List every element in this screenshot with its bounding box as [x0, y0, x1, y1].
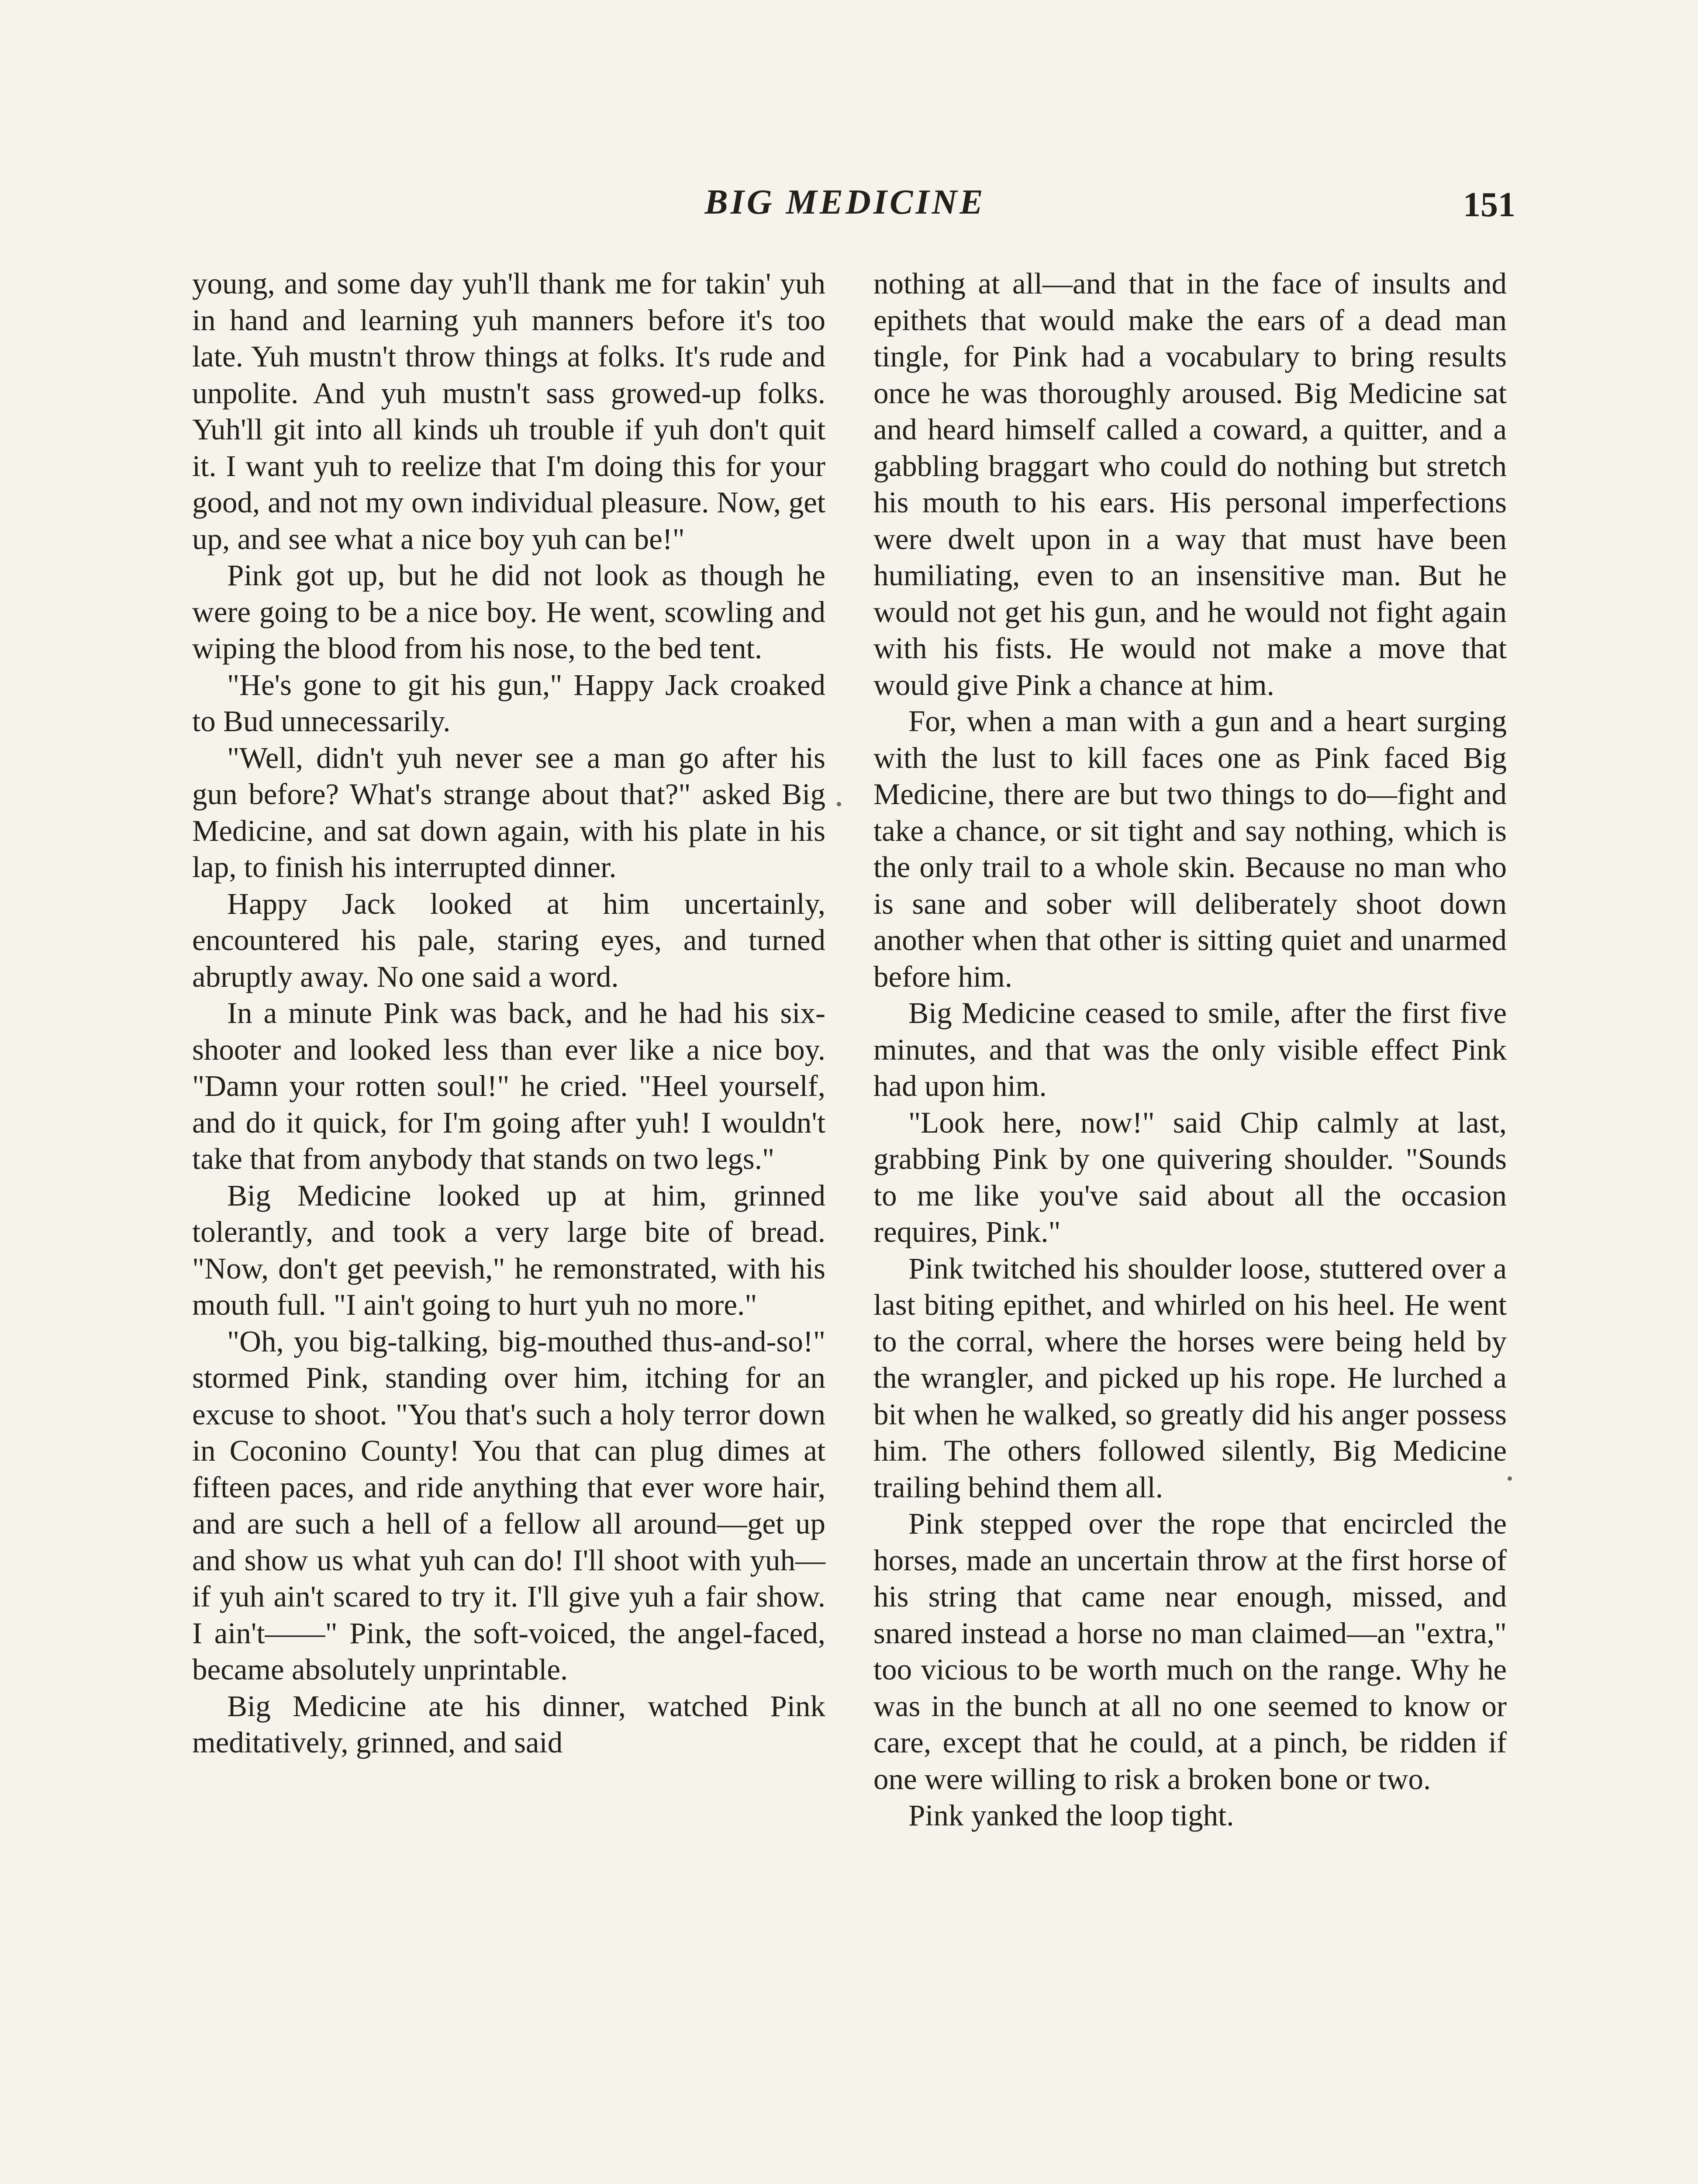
paragraph: "Well, didn't yuh never see a man go after his gun before? What's strange about that?" asked Big Medicine, and sat down again, with his plate in his lap, to finish his interrupted dinner. [192, 741, 825, 884]
paragraph: Pink twitched his shoulder loose, stuttered over a last biting epithet, and whirled on his heel. He went to the corral, where the horses were being held by the wrangler, and picked up his rope. He lurched a bit when he walked, so greatly did his anger possess him. The others followed silently, Big Medicine trailing behind them all. [873, 1251, 1507, 1504]
paragraph: nothing at all—and that in the face of insults and epithets that would make the ears of a dead man tingle, for Pink had a vocabulary to bring results once he was thoroughly aroused. Big Medicine sat and heard himself called a coward, a quitter, and a gabbling braggart who could do nothing but stretch his mouth to his ears. His personal imperfections were dwelt upon in a way that must have been humiliating, even to an insensitive man. But he would not get his gun, and he would not fight again with his fists. He would not make a move that would give Pink a chance at him. [873, 267, 1507, 702]
paragraph: Big Medicine ceased to smile, after the first five minutes, and that was the only visible effect Pink had upon him. [873, 996, 1507, 1102]
paragraph: For, when a man with a gun and a heart surging with the lust to kill faces one as Pink faced Big Medicine, there are but two things to do—fight and take a chance, or sit tight and say nothing, which is the only trail to a whole skin. Because no man who is sane and sober will deliberately shoot down another when that other is sitting quiet and unarmed before him. [873, 705, 1507, 993]
paragraph: Pink stepped over the rope that encircled the horses, made an uncertain throw at the first horse of his string that came near enough, missed, and snared instead a horse no man claimed—an "extra," too vicious to be worth much on the range. Why he was in the bunch at all no one seemed to know or care, except that he could, at a pinch, be ridden if one were willing to risk a broken bone or two. [873, 1507, 1507, 1796]
running-head: BIG MEDICINE [704, 183, 986, 221]
print-speck [1508, 1476, 1512, 1481]
page-header [0, 183, 1698, 235]
paragraph: Happy Jack looked at him uncertainly, encountered his pale, staring eyes, and turned abruptly away. No one said a word. [192, 887, 825, 993]
print-speck [837, 802, 841, 806]
page-number: 151 [1463, 186, 1515, 224]
left-text-column [192, 266, 825, 1761]
paragraph: Big Medicine looked up at him, grinned tolerantly, and took a very large bite of bread. "Now, don't get peevish," he remonstrated, with his mouth full. "I ain't going to hurt yuh no more." [192, 1178, 825, 1321]
paragraph: "He's gone to git his gun," Happy Jack croaked to Bud unnecessarily. [192, 668, 825, 738]
paragraph: Big Medicine ate his dinner, watched Pink meditatively, grinned, and said [192, 1689, 825, 1759]
paragraph: Pink yanked the loop tight. [908, 1799, 1234, 1832]
paragraph: "Look here, now!" said Chip calmly at last, grabbing Pink by one quivering shoulder. "Sounds to me like you've said about all the occasion requires, Pink." [873, 1106, 1507, 1248]
paragraph: young, and some day yuh'll thank me for takin' yuh in hand and learning yuh manners before it's too late. Yuh mustn't throw things at folks. It's rude and unpolite. And yuh mustn't sass growed-up folks. Yuh'll git into all kinds uh trouble if yuh don't quit it. I want yuh to reelize that I'm doing this for your good, and not my own individual pleasure. Now, get up, and see what a nice boy yuh can be!" [192, 267, 825, 556]
paragraph: "Oh, you big-talking, big-mouthed thus-and-so!" stormed Pink, standing over him, itching for an excuse to shoot. "You that's such a holy terror down in Coconino County! You that can plug dimes at fifteen paces, and ride anything that ever wore hair, and are such a hell of a fellow all around—get up and show us what yuh can do! I'll shoot with yuh—if yuh ain't scared to try it. I'll give yuh a fair show. I ain't——" Pink, the soft-voiced, the angel-faced, became absolutely unprintable. [192, 1324, 825, 1686]
paragraph: In a minute Pink was back, and he had his six-shooter and looked less than ever like a nice boy. "Damn your rotten soul!" he cried. "Heel yourself, and do it quick, for I'm going after yuh! I wouldn't take that from anybody that stands on two legs." [192, 996, 825, 1175]
right-text-column [873, 266, 1507, 1834]
paragraph: Pink got up, but he did not look as though he were going to be a nice boy. He went, scowling and wiping the blood from his nose, to the bed tent. [192, 559, 825, 665]
